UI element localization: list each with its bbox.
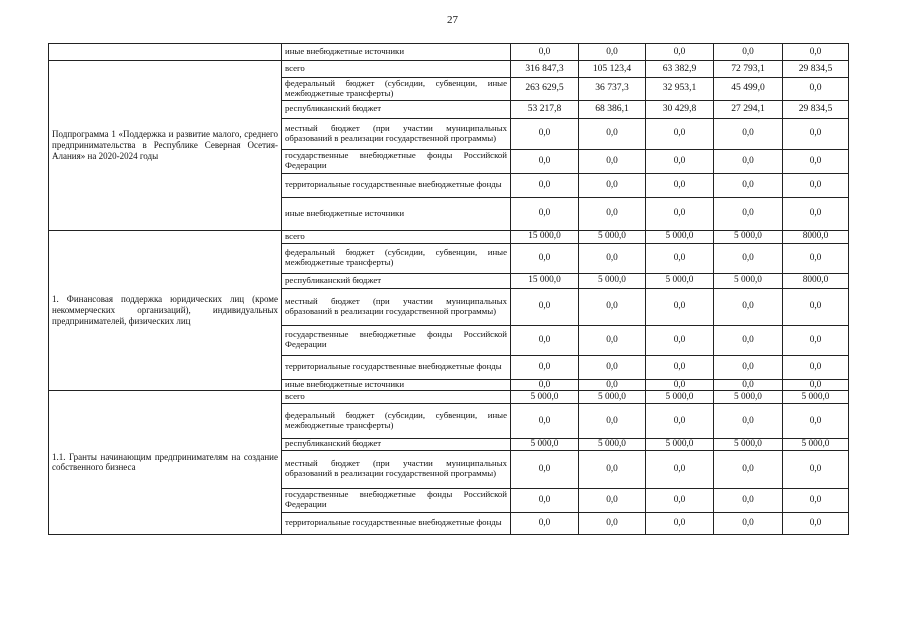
table-row xyxy=(49,230,849,243)
value-cell: 5 000,0 xyxy=(646,273,714,288)
value-cell: 8000,0 xyxy=(783,273,849,288)
value-cell: 0,0 xyxy=(783,404,849,439)
value-cell: 0,0 xyxy=(646,44,714,61)
value-cell: 0,0 xyxy=(783,78,849,101)
funding-source: федеральный бюджет (субсидии, субвенции, иные межбюджетные трансферты) xyxy=(282,243,511,273)
value-cell: 0,0 xyxy=(783,288,849,325)
value-cell: 72 793,1 xyxy=(714,61,783,78)
value-cell: 0,0 xyxy=(579,488,646,512)
value-cell: 0,0 xyxy=(579,118,646,149)
value-cell: 0,0 xyxy=(579,512,646,534)
funding-source: федеральный бюджет (субсидии, субвенции, иные межбюджетные трансферты) xyxy=(282,404,511,439)
value-cell: 0,0 xyxy=(511,288,579,325)
value-cell: 5 000,0 xyxy=(714,391,783,404)
value-cell: 0,0 xyxy=(579,325,646,355)
program-title: Подпрограмма 1 «Поддержка и развитие малого, среднего предпринимательства в Республике Северная Осетия-Алания» на 2020-2024 годы xyxy=(49,61,282,231)
value-cell: 0,0 xyxy=(579,149,646,173)
value-cell: 0,0 xyxy=(646,488,714,512)
value-cell: 0,0 xyxy=(646,325,714,355)
value-cell: 5 000,0 xyxy=(783,439,849,450)
value-cell: 0,0 xyxy=(714,404,783,439)
program-title: 1.1. Гранты начинающим предпринимателям на создание собственного бизнеса xyxy=(49,391,282,534)
value-cell: 5 000,0 xyxy=(714,439,783,450)
value-cell: 0,0 xyxy=(579,355,646,379)
budget-table xyxy=(48,43,849,535)
value-cell: 0,0 xyxy=(579,288,646,325)
value-cell: 0,0 xyxy=(783,197,849,230)
funding-source: местный бюджет (при участии муниципальных образований в реализации государственной программы) xyxy=(282,118,511,149)
value-cell: 263 629,5 xyxy=(511,78,579,101)
value-cell: 0,0 xyxy=(783,488,849,512)
program-cell-empty xyxy=(49,44,282,61)
value-cell: 0,0 xyxy=(579,44,646,61)
funding-source: иные внебюджетные источники xyxy=(282,197,511,230)
value-cell: 0,0 xyxy=(783,512,849,534)
value-cell: 5 000,0 xyxy=(714,273,783,288)
value-cell: 0,0 xyxy=(783,118,849,149)
value-cell: 0,0 xyxy=(579,379,646,390)
value-cell: 5 000,0 xyxy=(511,439,579,450)
funding-source: иные внебюджетные источники xyxy=(282,379,511,390)
funding-source: территориальные государственные внебюджетные фонды xyxy=(282,512,511,534)
value-cell: 0,0 xyxy=(511,355,579,379)
value-cell: 0,0 xyxy=(511,325,579,355)
value-cell: 0,0 xyxy=(714,44,783,61)
value-cell: 36 737,3 xyxy=(579,78,646,101)
value-cell: 0,0 xyxy=(579,243,646,273)
value-cell: 0,0 xyxy=(511,173,579,197)
value-cell: 0,0 xyxy=(714,512,783,534)
value-cell: 0,0 xyxy=(714,243,783,273)
funding-source: государственные внебюджетные фонды Российской Федерации xyxy=(282,325,511,355)
value-cell: 30 429,8 xyxy=(646,100,714,118)
value-cell: 0,0 xyxy=(783,450,849,488)
value-cell: 0,0 xyxy=(511,197,579,230)
value-cell: 0,0 xyxy=(646,379,714,390)
value-cell: 0,0 xyxy=(646,197,714,230)
value-cell: 5 000,0 xyxy=(579,230,646,243)
funding-source: государственные внебюджетные фонды Российской Федерации xyxy=(282,149,511,173)
funding-source: всего xyxy=(282,61,511,78)
value-cell: 0,0 xyxy=(783,44,849,61)
value-cell: 0,0 xyxy=(579,404,646,439)
value-cell: 0,0 xyxy=(714,379,783,390)
value-cell: 0,0 xyxy=(511,243,579,273)
table-row xyxy=(49,391,849,404)
table-row xyxy=(49,44,849,61)
value-cell: 0,0 xyxy=(646,173,714,197)
value-cell: 0,0 xyxy=(646,118,714,149)
value-cell: 0,0 xyxy=(646,243,714,273)
funding-source: местный бюджет (при участии муниципальных образований в реализации государственной программы) xyxy=(282,450,511,488)
funding-source: всего xyxy=(282,230,511,243)
value-cell: 5 000,0 xyxy=(714,230,783,243)
value-cell: 0,0 xyxy=(646,355,714,379)
value-cell: 0,0 xyxy=(783,173,849,197)
value-cell: 0,0 xyxy=(783,243,849,273)
value-cell: 5 000,0 xyxy=(646,230,714,243)
value-cell: 316 847,3 xyxy=(511,61,579,78)
value-cell: 0,0 xyxy=(511,118,579,149)
value-cell: 0,0 xyxy=(714,355,783,379)
value-cell: 0,0 xyxy=(714,118,783,149)
value-cell: 105 123,4 xyxy=(579,61,646,78)
value-cell: 5 000,0 xyxy=(646,439,714,450)
value-cell: 5 000,0 xyxy=(579,439,646,450)
table-row xyxy=(49,61,849,78)
value-cell: 0,0 xyxy=(579,173,646,197)
value-cell: 0,0 xyxy=(714,450,783,488)
value-cell: 29 834,5 xyxy=(783,61,849,78)
funding-source: республиканский бюджет xyxy=(282,439,511,450)
funding-source: иные внебюджетные источники xyxy=(282,44,511,61)
value-cell: 5 000,0 xyxy=(646,391,714,404)
value-cell: 0,0 xyxy=(511,450,579,488)
funding-source: республиканский бюджет xyxy=(282,100,511,118)
funding-source: территориальные государственные внебюджетные фонды xyxy=(282,355,511,379)
funding-source: всего xyxy=(282,391,511,404)
value-cell: 0,0 xyxy=(714,149,783,173)
value-cell: 0,0 xyxy=(783,149,849,173)
value-cell: 8000,0 xyxy=(783,230,849,243)
value-cell: 0,0 xyxy=(511,512,579,534)
value-cell: 0,0 xyxy=(714,197,783,230)
value-cell: 27 294,1 xyxy=(714,100,783,118)
funding-source: местный бюджет (при участии муниципальных образований в реализации государственной программы) xyxy=(282,288,511,325)
value-cell: 0,0 xyxy=(646,288,714,325)
value-cell: 0,0 xyxy=(783,379,849,390)
funding-source: республиканский бюджет xyxy=(282,273,511,288)
value-cell: 5 000,0 xyxy=(783,391,849,404)
page-number: 27 xyxy=(447,14,458,26)
value-cell: 32 953,1 xyxy=(646,78,714,101)
value-cell: 0,0 xyxy=(579,450,646,488)
value-cell: 15 000,0 xyxy=(511,230,579,243)
value-cell: 53 217,8 xyxy=(511,100,579,118)
value-cell: 0,0 xyxy=(511,379,579,390)
value-cell: 0,0 xyxy=(511,44,579,61)
value-cell: 5 000,0 xyxy=(579,391,646,404)
value-cell: 0,0 xyxy=(714,288,783,325)
value-cell: 0,0 xyxy=(511,404,579,439)
value-cell: 29 834,5 xyxy=(783,100,849,118)
value-cell: 0,0 xyxy=(783,325,849,355)
value-cell: 0,0 xyxy=(714,173,783,197)
value-cell: 5 000,0 xyxy=(579,273,646,288)
value-cell: 68 386,1 xyxy=(579,100,646,118)
value-cell: 63 382,9 xyxy=(646,61,714,78)
value-cell: 0,0 xyxy=(511,149,579,173)
value-cell: 0,0 xyxy=(646,512,714,534)
value-cell: 0,0 xyxy=(646,450,714,488)
value-cell: 0,0 xyxy=(714,488,783,512)
funding-source: федеральный бюджет (субсидии, субвенции, иные межбюджетные трансферты) xyxy=(282,78,511,101)
funding-source: территориальные государственные внебюджетные фонды xyxy=(282,173,511,197)
program-title: 1. Финансовая поддержка юридических лиц (кроме некоммерческих организаций), индивидуальных предпринимателей, физических лиц xyxy=(49,230,282,390)
value-cell: 0,0 xyxy=(646,404,714,439)
value-cell: 45 499,0 xyxy=(714,78,783,101)
value-cell: 0,0 xyxy=(511,488,579,512)
value-cell: 5 000,0 xyxy=(511,391,579,404)
value-cell: 0,0 xyxy=(646,149,714,173)
value-cell: 0,0 xyxy=(579,197,646,230)
value-cell: 0,0 xyxy=(714,325,783,355)
funding-source: государственные внебюджетные фонды Российской Федерации xyxy=(282,488,511,512)
value-cell: 0,0 xyxy=(783,355,849,379)
value-cell: 15 000,0 xyxy=(511,273,579,288)
